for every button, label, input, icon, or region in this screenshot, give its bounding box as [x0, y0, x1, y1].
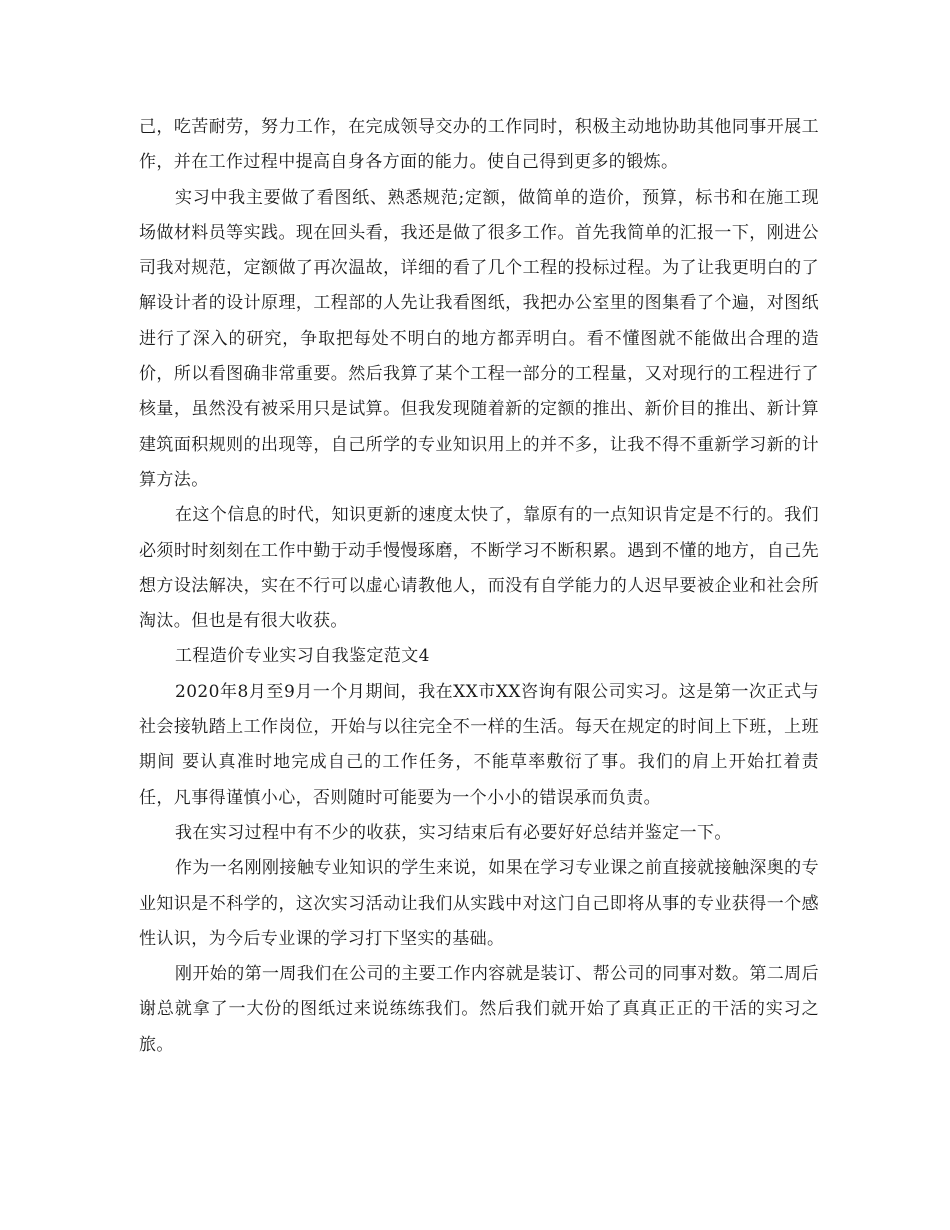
paragraph-internship-work: 实习中我主要做了看图纸、熟悉规范;定额，做简单的造价，预算，标书和在施工现场做材料员等实践。现在回头看，我还是做了很多工作。首先我简单的汇报一下，刚进公司我对规范，定额做了再次温故，详细的看了几个工程的投标过程。为了让我更明白的了解设计者的设计原理，工程部的人先让我看图纸，我把办公室里的图集看了个遍，对图纸进行了深入的研究，争取把每处不明白的地方都弄明白。看不懂图就不能做出合理的造价，所以看图确非常重要。然后我算了某个工程一部分的工程量，又对现行的工程进行了核量，虽然没有被采用只是试算。但我发现随着新的定额的推出、新价目的推出、新计算建筑面积规则的出现等，自己所学的专业知识用上的并不多，让我不得不重新学习新的计算方法。 — [139, 187, 819, 490]
document-body — [139, 110, 819, 1063]
paragraph-first-week: 刚开始的第一周我们在公司的主要工作内容就是装订、帮公司的同事对数。第二周后谢总就拿了一大份的图纸过来说练练我们。然后我们就开始了真真正正的干活的实习之旅。 — [139, 964, 819, 1055]
section-heading: 工程造价专业实习自我鉴定范文4 — [175, 646, 430, 667]
paragraph-gains: 我在实习过程中有不少的收获，实习结束后有必要好好总结并鉴定一下。 — [175, 822, 732, 843]
paragraph-student-perspective: 作为一名刚刚接触专业知识的学生来说，如果在学习专业课之前直接就接触深奥的专业知识是不科学的，这次实习活动让我们从实践中对这门自己即将从事的专业获得一个感性认识，为今后专业课的学习打下坚实的基础。 — [139, 858, 819, 949]
paragraph-information-age: 在这个信息的时代，知识更新的速度太快了，靠原有的一点知识肯定是不行的。我们必须时时刻刻在工作中勤于动手慢慢琢磨，不断学习不断积累。遇到不懂的地方，自己先想方设法解决，实在不行可以虚心请教他人，而没有自学能力的人迟早要被企业和社会所淘汰。但也是有很大收获。 — [139, 505, 819, 632]
paragraph-internship-period: 2020年8月至9月一个月期间，我在XX市XX咨询有限公司实习。这是第一次正式与社会接轨踏上工作岗位，开始与以往完全不一样的生活。每天在规定的时间上下班，上班期间 要认真准时地完成自己的工作任务，不能草率敷衍了事。我们的肩上开始扛着责任，凡事得谨慎小心，否则随时可能要为一个小小的错误承而负责。 — [139, 681, 819, 808]
paragraph-continuation: 己，吃苦耐劳，努力工作，在完成领导交办的工作同时，积极主动地协助其他同事开展工作，并在工作过程中提高自身各方面的能力。使自己得到更多的锻炼。 — [139, 117, 819, 173]
